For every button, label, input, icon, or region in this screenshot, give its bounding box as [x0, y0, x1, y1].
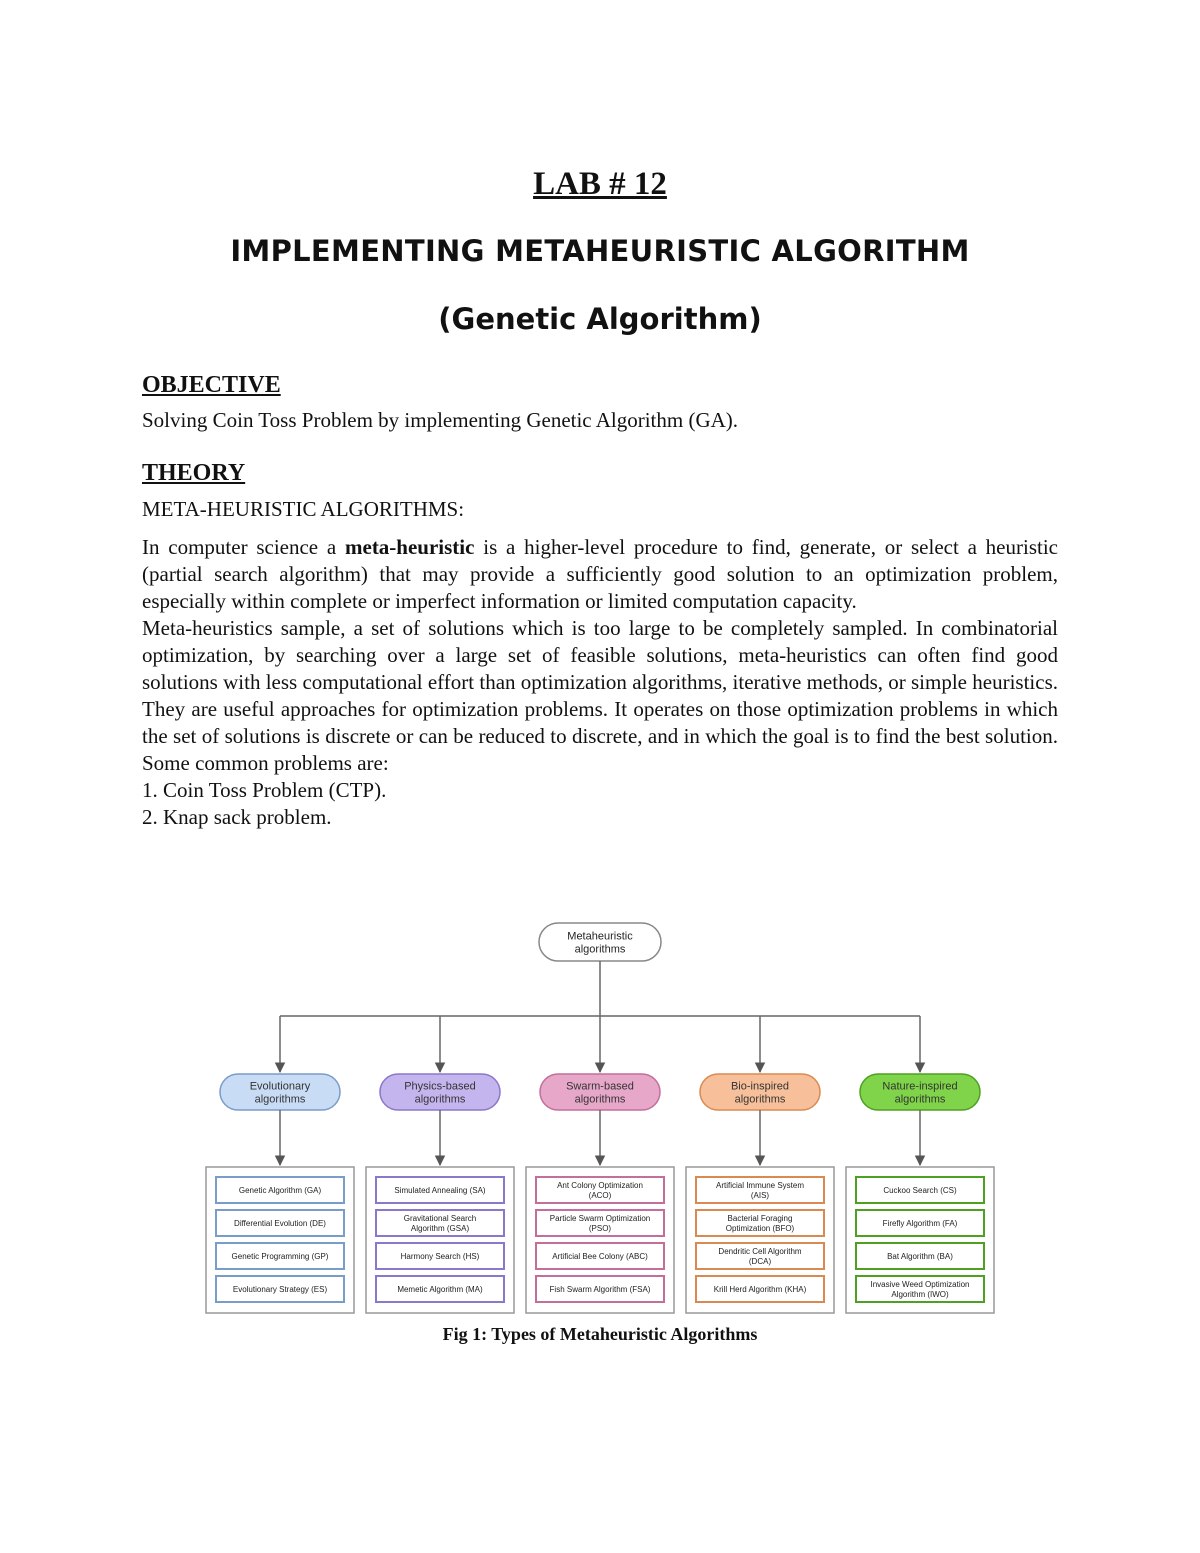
para1-rest: is a higher-level procedure to find, generate, or select a heuristic (partial search algorithm) that may provide a sufficiently good solution to an optimization problem, especially within complete or imperfect information or limited computation capacity. — [142, 535, 1058, 613]
theory-heading: THEORY — [142, 460, 246, 486]
lab-title: LAB # 12 — [533, 166, 667, 202]
algorithm-item-label: Bacterial Foraging — [727, 1213, 793, 1223]
category-label: algorithms — [254, 1093, 306, 1106]
algorithm-item-label: (ACO) — [588, 1190, 612, 1200]
algorithm-item-label: Cuckoo Search (CS) — [883, 1185, 957, 1195]
algorithm-item-label: Harmony Search (HS) — [400, 1251, 480, 1261]
objective-heading: OBJECTIVE — [142, 372, 281, 398]
category-label: Evolutionary — [249, 1080, 311, 1093]
category-label: algorithms — [734, 1093, 786, 1106]
algorithm-item-label: Simulated Annealing (SA) — [394, 1185, 486, 1195]
category-label: algorithms — [414, 1093, 466, 1106]
algorithm-item-label: Fish Swarm Algorithm (FSA) — [549, 1284, 651, 1294]
category-label: Bio-inspired — [730, 1080, 790, 1093]
algorithm-item-label: Bat Algorithm (BA) — [887, 1251, 953, 1261]
algorithm-item-label: Krill Herd Algorithm (KHA) — [713, 1284, 807, 1294]
algorithm-item-label: Algorithm (GSA) — [410, 1223, 470, 1233]
category-label: Nature-inspired — [882, 1080, 958, 1093]
algorithm-item-label: Artificial Immune System — [715, 1180, 805, 1190]
main-title: IMPLEMENTING METAHEURISTIC ALGORITHM — [230, 234, 970, 268]
meta-heuristic-term: meta-heuristic — [345, 535, 475, 559]
objective-text: Solving Coin Toss Problem by implementing Genetic Algorithm (GA). — [142, 408, 739, 432]
problem-list-item: 1. Coin Toss Problem (CTP). — [142, 778, 387, 802]
algorithm-item-label: Optimization (BFO) — [725, 1223, 795, 1233]
algorithm-item-label: Genetic Algorithm (GA) — [238, 1185, 322, 1195]
algorithm-item-label: Genetic Programming (GP) — [231, 1251, 329, 1261]
category-label: algorithms — [894, 1093, 946, 1106]
problem-list-item: 2. Knap sack problem. — [142, 805, 332, 829]
algorithm-item-label: Gravitational Search — [403, 1213, 477, 1223]
algorithm-item-label: (PSO) — [588, 1223, 612, 1233]
algorithm-item-label: Firefly Algorithm (FA) — [882, 1218, 958, 1228]
metaheuristic-taxonomy-diagram — [200, 918, 1000, 1318]
algorithm-item-label: Artificial Bee Colony (ABC) — [552, 1251, 648, 1261]
algorithm-item-label: Algorithm (IWO) — [891, 1289, 949, 1299]
root-node-label: Metaheuristic — [567, 930, 633, 943]
category-label: Swarm-based — [566, 1080, 634, 1093]
root-node-label: algorithms — [574, 943, 626, 956]
sub-title: (Genetic Algorithm) — [438, 302, 762, 336]
category-label: Physics-based — [404, 1080, 476, 1093]
algorithm-item-label: Memetic Algorithm (MA) — [397, 1284, 483, 1294]
theory-subheading: META-HEURISTIC ALGORITHMS: — [142, 497, 465, 521]
algorithm-item-label: Evolutionary Strategy (ES) — [232, 1284, 328, 1294]
algorithm-item-label: Differential Evolution (DE) — [234, 1218, 326, 1228]
algorithm-item-label: (AIS) — [750, 1190, 770, 1200]
para1-prefix: In computer science a — [142, 535, 345, 559]
theory-paragraph-2: Meta-heuristics sample, a set of solutions which is too large to be completely sampled. In combinatorial optimization, by searching over a large set of feasible solutions, meta-heuristics can often find good solutions with less computational effort than optimization algorithms, iterative methods, or simple heuristics. They are useful approaches for optimization problems. It operates on those optimization problems in which the set of solutions is discrete or can be reduced to discrete, and in which the goal is to find the best solution. Some common problems are: — [142, 616, 1058, 775]
theory-paragraph-1 — [142, 534, 1058, 615]
algorithm-item-label: Ant Colony Optimization — [557, 1180, 643, 1190]
algorithm-item-label: (DCA) — [748, 1256, 772, 1266]
algorithm-item-label: Particle Swarm Optimization — [549, 1213, 651, 1223]
category-label: algorithms — [574, 1093, 626, 1106]
algorithm-item-label: Invasive Weed Optimization — [870, 1279, 970, 1289]
algorithm-item-label: Dendritic Cell Algorithm — [718, 1246, 802, 1256]
theory-body — [142, 534, 1058, 831]
figure-caption: Fig 1: Types of Metaheuristic Algorithms — [442, 1324, 758, 1344]
